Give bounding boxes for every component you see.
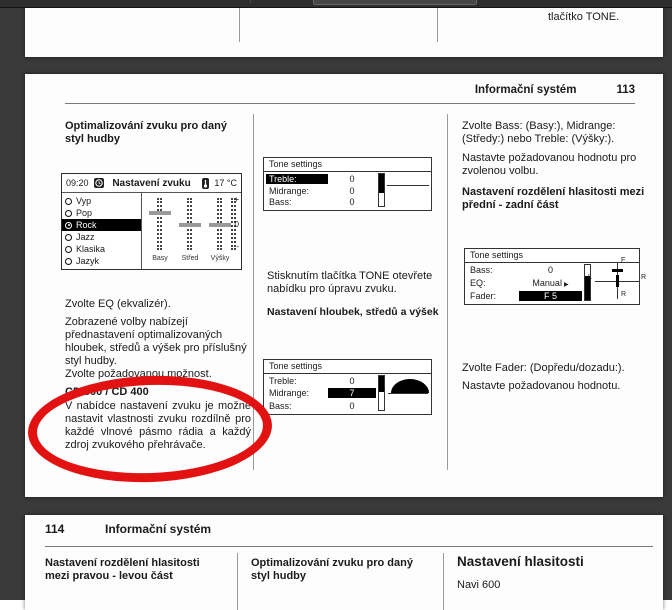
tone-row bbox=[266, 375, 376, 387]
paragraph: Zvolte požadovanou možnost. bbox=[65, 368, 212, 380]
tone-row-label: Treble: bbox=[266, 174, 328, 184]
paragraph: Zvolte Bass: (Basy:), Midrange: (Středy:) nebo Treble: (Výšky:). bbox=[462, 120, 616, 145]
page-next bbox=[25, 515, 663, 610]
tone-rows bbox=[266, 173, 376, 208]
tone-row-value: 7 bbox=[328, 388, 376, 398]
scale-plus: + bbox=[234, 195, 239, 204]
scrollbar bbox=[378, 375, 385, 411]
fader-position-marker bbox=[616, 275, 619, 287]
radio-icon bbox=[65, 234, 72, 241]
fader-diagram bbox=[588, 257, 646, 303]
eq-mode-value: Manual bbox=[532, 278, 562, 288]
scrollbar bbox=[378, 173, 385, 207]
tone-box-title: Tone settings bbox=[470, 250, 524, 260]
tone-settings-box-3 bbox=[464, 248, 646, 305]
page-header-title: Informační systém bbox=[105, 522, 212, 536]
paragraph: Zvolte EQ (ekvalizér). bbox=[65, 298, 171, 310]
column-divider bbox=[237, 553, 238, 610]
slider-handle bbox=[179, 223, 201, 227]
submenu-arrow-icon: ▶ bbox=[563, 282, 569, 288]
zoom-in-button[interactable] bbox=[258, 0, 284, 4]
tone-row-value: 0 bbox=[349, 185, 355, 196]
diagram-label-rear: R bbox=[621, 291, 627, 298]
tone-row bbox=[266, 400, 376, 412]
tone-row-label: Fader: bbox=[470, 290, 497, 301]
eq-option-label: Rock bbox=[76, 220, 97, 230]
page-fragment-text: tlačítko TONE. bbox=[548, 11, 620, 23]
tone-row-label: EQ: bbox=[470, 278, 486, 288]
eq-sliders bbox=[143, 193, 241, 269]
eq-option-label: Pop bbox=[76, 208, 93, 218]
tone-box-title: Tone settings bbox=[269, 361, 323, 371]
tone-row-label: Bass: bbox=[470, 265, 493, 276]
section-heading: Optimalizování zvuku pro daný styl hudby bbox=[65, 120, 227, 145]
diagram-label-right: R bbox=[640, 274, 646, 281]
scale-minus: - bbox=[236, 242, 239, 251]
tone-row-label: Bass: bbox=[269, 400, 292, 411]
divider bbox=[264, 373, 431, 374]
tone-settings-box-1 bbox=[263, 157, 432, 211]
sound-settings-screen bbox=[61, 173, 242, 270]
tone-row-value: 0 bbox=[349, 173, 355, 184]
scrollbar-thumb bbox=[379, 376, 384, 392]
temperature-icon bbox=[202, 178, 209, 189]
paragraph: Zobrazené volby nabízejí přednastavení optimalizovaných hloubek, středů a výšek pro příslušný styl hudby. bbox=[65, 316, 247, 367]
eq-option-label: Jazyk bbox=[76, 256, 100, 266]
subsection-label: Navi 600 bbox=[457, 579, 501, 591]
column-divider bbox=[443, 553, 444, 610]
screen-header bbox=[62, 174, 241, 193]
section-heading: Optimalizování zvuku pro daný styl hudby bbox=[251, 557, 413, 582]
zoom-mode-select[interactable] bbox=[313, 0, 477, 5]
column-divider bbox=[437, 8, 438, 42]
scrollbar bbox=[584, 264, 591, 301]
tone-row-value: 0 bbox=[349, 400, 355, 411]
fader-tick-marker bbox=[612, 269, 623, 272]
tone-row-label: Midrange: bbox=[269, 185, 310, 196]
tone-rows bbox=[467, 264, 582, 302]
radio-icon bbox=[65, 198, 72, 205]
toolbar-separator bbox=[250, 0, 251, 3]
eq-option-label: Vyp bbox=[76, 196, 92, 206]
slider-track bbox=[157, 198, 162, 250]
tone-row-value bbox=[519, 278, 582, 288]
zoom-out-button[interactable] bbox=[220, 0, 246, 4]
column-divider bbox=[447, 114, 448, 470]
tone-row-label: Bass: bbox=[269, 197, 292, 208]
radio-icon bbox=[65, 258, 72, 265]
page-number: 113 bbox=[616, 84, 635, 96]
section-heading: Nastavení rozdělení hlasitosti mezi přední - zadní část bbox=[462, 186, 645, 211]
paragraph: Nastavte požadovanou hodnotu. bbox=[462, 380, 621, 392]
tone-row-value: 0 bbox=[349, 376, 355, 387]
tone-box-title: Tone settings bbox=[269, 159, 323, 169]
column-divider bbox=[239, 8, 240, 42]
page-header-title: Informační systém bbox=[474, 84, 577, 96]
diagram-label-front: F bbox=[621, 257, 626, 264]
chevron-down-icon bbox=[466, 0, 470, 4]
paragraph: V nabídce nastavení zvuku je možné nastavit vlastnosti zvuku rozdílně pro každé vlnové pásmo rádia a každý zdroj zvukového přehrávače. bbox=[65, 400, 251, 451]
slider-handle bbox=[209, 223, 231, 227]
tone-row-label: Midrange: bbox=[269, 388, 310, 399]
slider-handle bbox=[149, 211, 171, 215]
section-heading: Nastavení hloubek, středů a výšek bbox=[267, 306, 439, 318]
tone-rows bbox=[266, 375, 376, 412]
temperature-value: 17 °C bbox=[214, 178, 237, 188]
divider bbox=[264, 171, 431, 172]
section-heading: Nastavení hlasitosti bbox=[457, 554, 584, 569]
eq-option bbox=[62, 231, 141, 243]
tone-row-selected bbox=[467, 289, 582, 302]
tone-row-value: 0 bbox=[547, 265, 553, 276]
eq-option bbox=[62, 243, 141, 255]
pdf-toolbar bbox=[0, 0, 672, 8]
radio-icon bbox=[65, 246, 72, 253]
eq-preset-list bbox=[62, 193, 142, 269]
tone-row bbox=[266, 173, 376, 185]
diagram-label-left: L bbox=[588, 274, 592, 281]
tone-row-value: F 5 bbox=[519, 291, 582, 301]
header-rule bbox=[45, 546, 653, 547]
header-rule bbox=[65, 103, 635, 104]
divider bbox=[387, 185, 429, 186]
tone-row bbox=[266, 196, 376, 208]
eq-option-selected bbox=[62, 219, 141, 231]
eq-option-label: Jazz bbox=[76, 232, 95, 242]
page-previous bbox=[25, 8, 663, 57]
eq-option bbox=[62, 195, 141, 207]
tone-row-selected bbox=[266, 387, 376, 399]
tone-row bbox=[467, 264, 582, 277]
scale-zero: 0 bbox=[234, 220, 239, 229]
radio-selected-icon bbox=[65, 222, 72, 229]
divider bbox=[388, 393, 428, 394]
eq-option bbox=[62, 207, 141, 219]
page-number: 114 bbox=[45, 522, 65, 536]
eq-option-label: Klasika bbox=[76, 244, 106, 254]
slider-label: Střed bbox=[181, 255, 199, 262]
tone-row-value: 0 bbox=[349, 197, 355, 208]
paragraph: Nastavte požadovanou hodnotu pro zvolenou volbu. bbox=[462, 152, 637, 177]
tone-row bbox=[266, 185, 376, 197]
radio-icon bbox=[65, 210, 72, 217]
eq-option bbox=[62, 255, 141, 267]
scrollbar-thumb bbox=[379, 174, 384, 193]
tone-row-label: Treble: bbox=[269, 376, 297, 387]
screen-title: Nastavení zvuku bbox=[112, 178, 191, 189]
tone-settings-box-2 bbox=[263, 359, 432, 415]
paragraph: Zvolte Fader: (Dopředu/dozadu:). bbox=[462, 362, 625, 374]
page-header bbox=[475, 84, 635, 96]
section-heading: CD 500 / CD 400 bbox=[65, 386, 149, 398]
section-heading: Nastavení rozdělení hlasitosti mezi pravou - levou část bbox=[45, 557, 200, 582]
clock-time: 09:20 bbox=[66, 178, 89, 188]
tone-row bbox=[467, 277, 582, 290]
slider-label: Basy bbox=[152, 255, 168, 262]
paragraph: Stisknutím tlačítka TONE otevřete nabídku pro úpravu zvuku. bbox=[267, 270, 433, 295]
slider-label: Výšky bbox=[210, 255, 230, 262]
midrange-curve bbox=[391, 379, 429, 393]
